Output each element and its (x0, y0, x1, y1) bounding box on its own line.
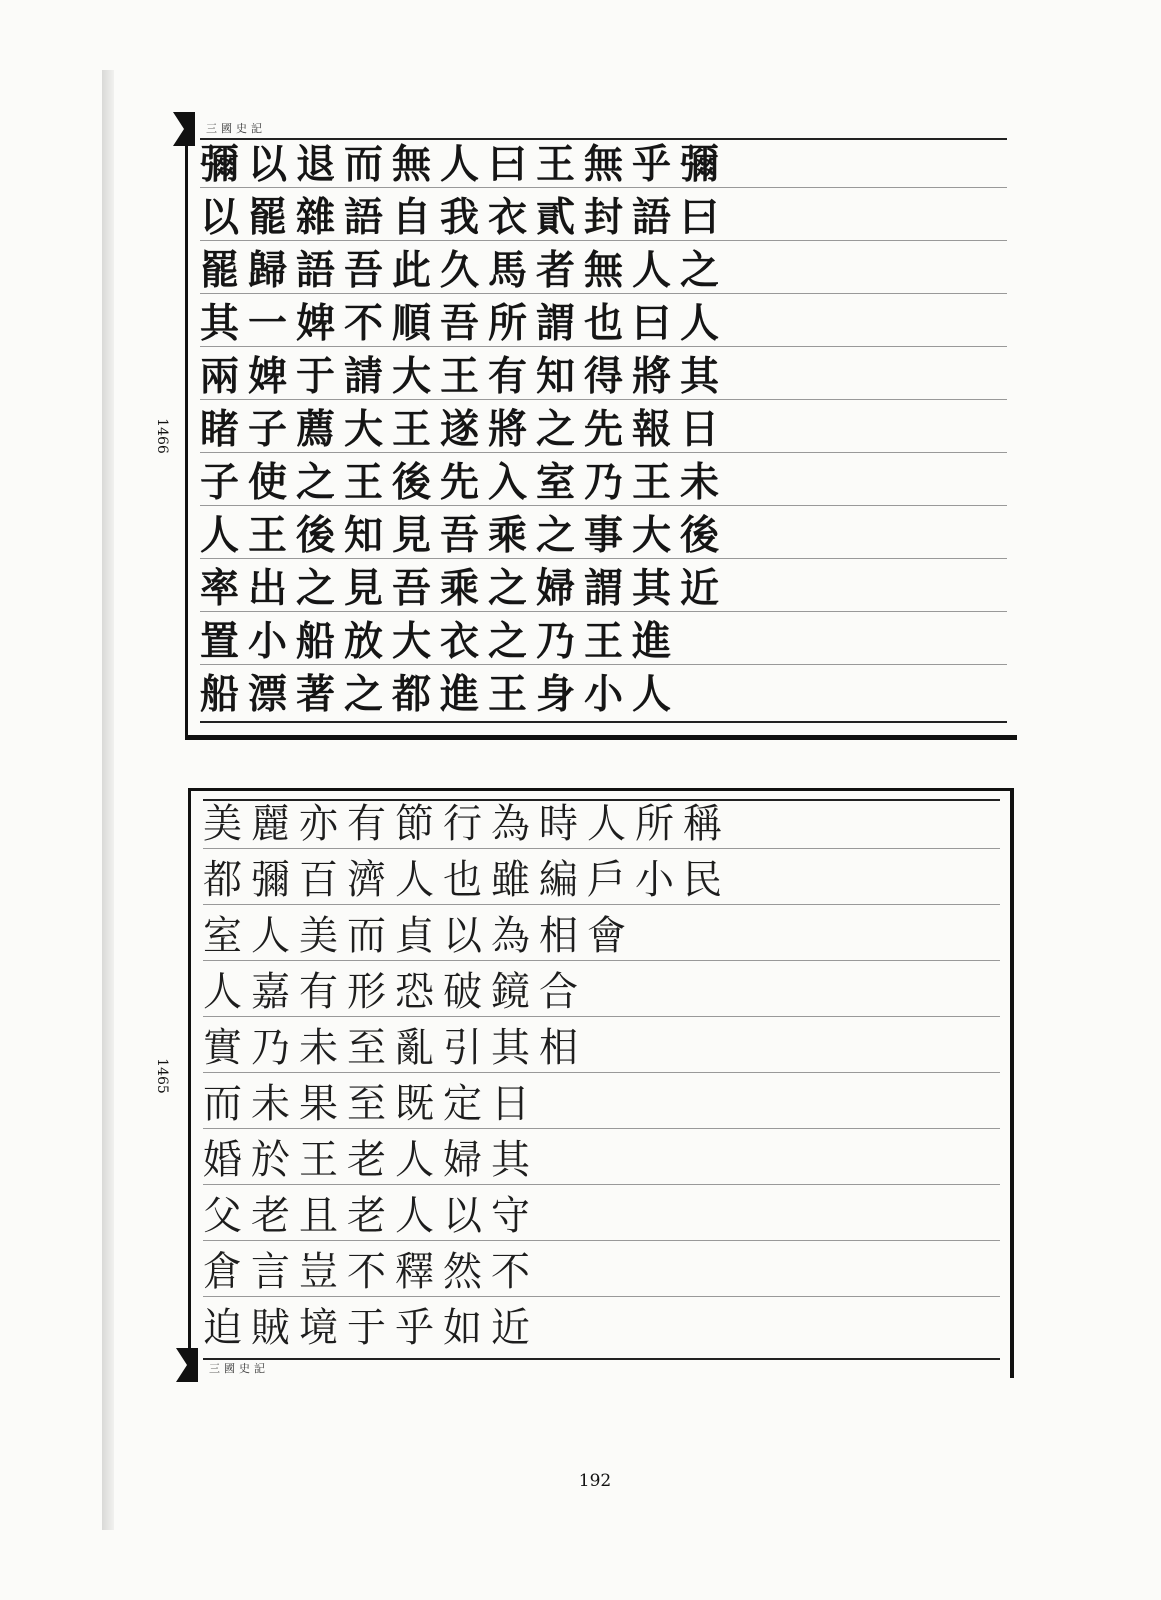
lower-page-block (188, 788, 1014, 1378)
text-column: 倉言豈不釋然不 (203, 1249, 1000, 1297)
upper-text-panel (200, 138, 1007, 723)
lower-text-panel (203, 799, 1000, 1360)
text-column: 婚於王老人婦其 (203, 1137, 1000, 1185)
text-column: 實乃未至亂引其相 (203, 1025, 1000, 1073)
text-column: 室人美而貞以為相會 (203, 913, 1000, 961)
upper-page-block (185, 120, 1017, 740)
text-column: 睹子薦大王遂將之先報日 (200, 405, 1007, 453)
page-number: 192 (578, 1471, 612, 1491)
text-column: 而未果至既定日 (203, 1081, 1000, 1129)
text-column: 都彌百濟人也雖編戶小民 (203, 857, 1000, 905)
lower-page-header: 三國史記 (209, 1362, 269, 1375)
text-column: 人王後知見吾乘之事大後 (200, 511, 1007, 559)
folio-upper: 1466 (154, 418, 170, 454)
text-column: 子使之王後先入室乃王未 (200, 458, 1007, 506)
text-column: 置小船放大衣之乃王進 (200, 617, 1007, 665)
text-column: 率出之見吾乘之婦謂其近 (200, 564, 1007, 612)
text-column: 父老且老人以守 (203, 1193, 1000, 1241)
fish-tail-mark (173, 112, 195, 146)
binding-gutter (102, 70, 114, 1530)
text-column: 人嘉有形恐破鏡合 (203, 969, 1000, 1017)
text-column: 兩婢于請大王有知得將其 (200, 352, 1007, 400)
text-column: 其一婢不順吾所謂也曰人 (200, 299, 1007, 347)
text-column: 彌以退而無人曰王無乎彌 (200, 140, 1007, 188)
upper-page-header: 三國史記 (206, 122, 266, 135)
text-column: 以罷雜語自我衣貳封語曰 (200, 193, 1007, 241)
fish-tail-mark (176, 1348, 198, 1382)
text-column: 船漂著之都進王身小人 (200, 670, 681, 718)
text-column: 罷歸語吾此久馬者無人之 (200, 246, 1007, 294)
text-column: 美麗亦有節行為時人所稱 (203, 801, 1000, 849)
text-column: 迫賊境于乎如近 (203, 1305, 540, 1352)
folio-lower: 1465 (154, 1058, 170, 1094)
